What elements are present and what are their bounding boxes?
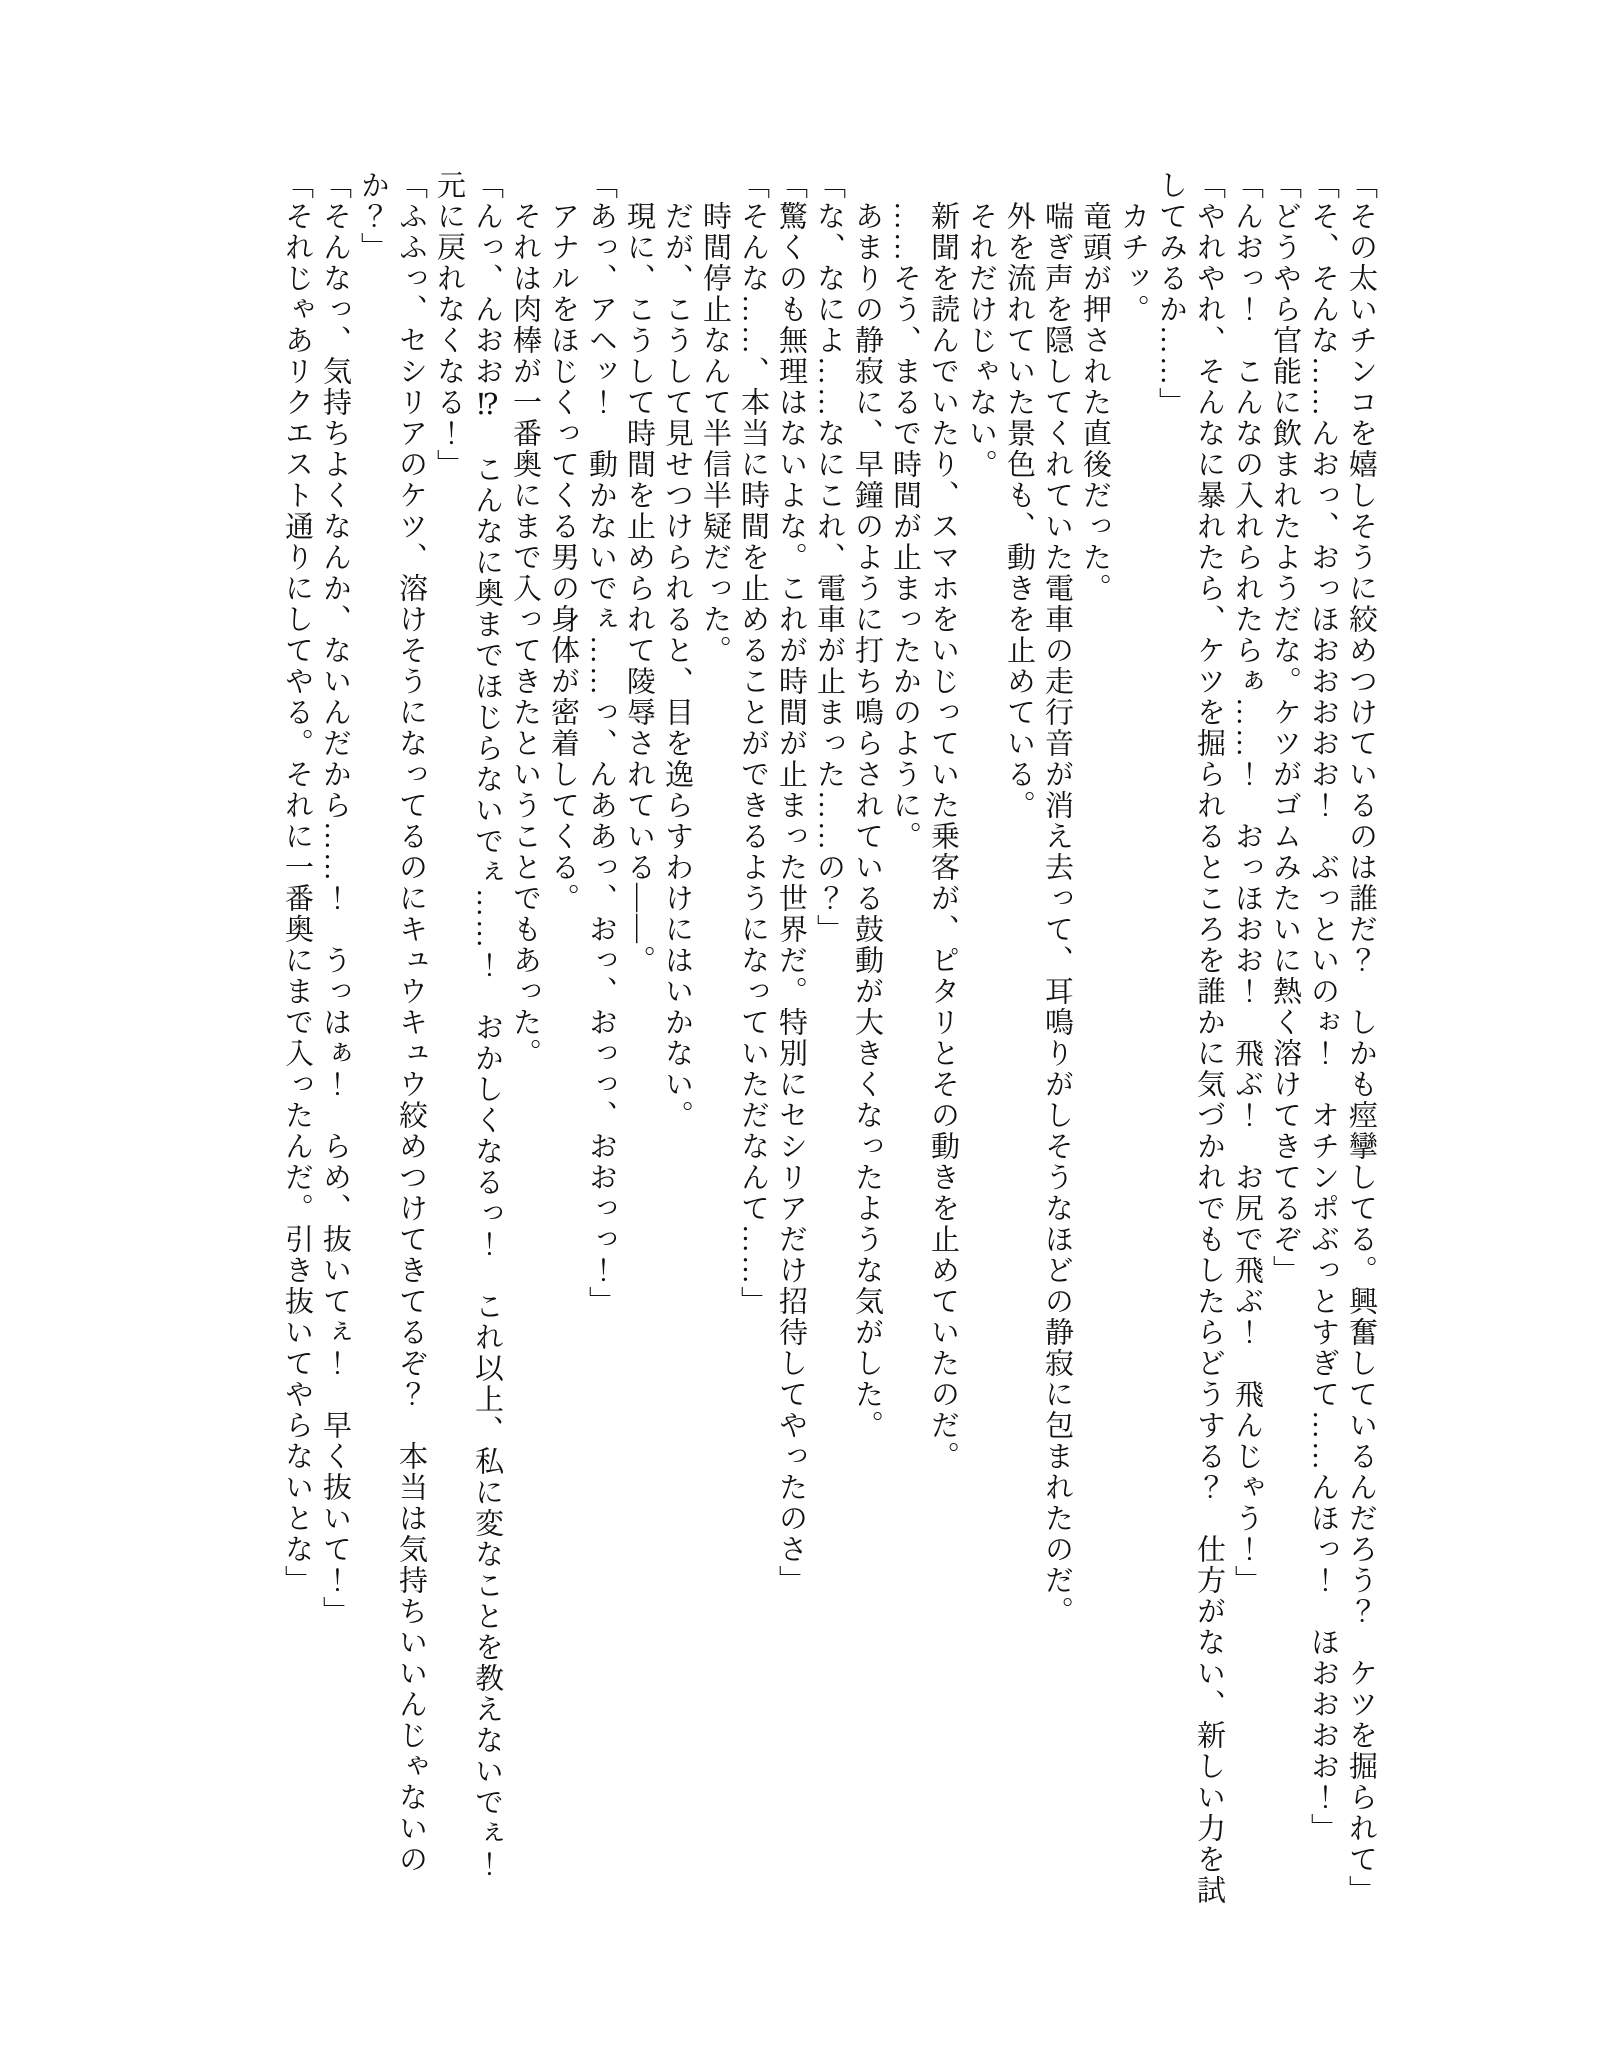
text-line: 「そんな……、本当に時間を止めることができるようになっていただなんて……」 (737, 170, 769, 1317)
text-line: 「やれやれ、そんなに暴れたら、ケツを掘られるところを誰かに気づかれでもしたらどうする？ 仕方がない、新しい力を試してみるか……」 (1155, 170, 1225, 1906)
text-line: 「あっ、アヘッ！ 動かないでぇ……っ、んああっ、おっ、おっっ、おおっっ！」 (585, 170, 617, 1317)
text-line: 喘ぎ声を隠してくれていた電車の走行音が消え去って、耳鳴りがしそうなほどの静寂に包まれたのだ。 (1041, 170, 1073, 1627)
text-line: 「んおっ！ こんなの入れられたらぁ……！ おっほおお！ 飛ぶ！ お尻で飛ぶ！ 飛んじゃう！」 (1231, 170, 1263, 1596)
text-line: だが、こうして見せつけられると、目を逸らすわけにはいかない。 (661, 170, 693, 1131)
text-line: 現に、こうして時間を止められて陵辱されている――。 (623, 170, 655, 976)
text-line: 「そんなっ、気持ちよくなんか、ないんだから……！ うっはぁ！ らめ、抜いてぇ！ 早く抜いて！」 (319, 170, 351, 1627)
text-line: アナルをほじくってくる男の身体が密着してくる。 (547, 170, 579, 914)
text-line: 「その太いチンコを嬉しそうに絞めつけているのは誰だ？ しかも痙攣してる。興奮しているんだろう？ ケツを掘られて」 (1345, 170, 1377, 1906)
text-line: 「どうやら官能に飲まれたようだな。ケツがゴムみたいに熱く溶けてきてるぞ」 (1269, 170, 1301, 1286)
text-line: 「それじゃあリクエスト通りにしてやる。それに一番奥にまで入ったんだ。引き抜いてやらないとな」 (281, 170, 313, 1596)
text-line: 「ふふっ、セシリアのケツ、溶けそうになってるのにキュウキュウ絞めつけてきてるぞ？ 本当は気持ちいいんじゃないのか？」 (357, 170, 427, 1875)
text-line: 「な、なによ……なにこれ、電車が止まった……の？」 (813, 170, 845, 945)
text-line: それだけじゃない。 (965, 170, 997, 480)
text-line: あまりの静寂に、早鐘のように打ち鳴らされている鼓動が大きくなったような気がした。 (851, 170, 883, 1441)
text-line: 「驚くのも無理はないよな。これが時間が止まった世界だ。特別にセシリアだけ招待してやったのさ」 (775, 170, 807, 1596)
text-line: カチッ。 (1117, 170, 1149, 325)
text-line: 竜頭が押された直後だった。 (1079, 170, 1111, 604)
text-line: それは肉棒が一番奥にまで入ってきたということでもあった。 (509, 170, 541, 1069)
text-line: 「んっ、んおお⁉ こんなに奥までほじらないでぇ……！ おかしくなるっ！ これ以上、私に変なことを教えないでぇ！元に戻れなくなる！」 (433, 170, 503, 1880)
text-line: 外を流れていた景色も、動きを止めている。 (1003, 170, 1035, 821)
page-text (278, 170, 1380, 1910)
text-line: 時間停止なんて半信半疑だった。 (699, 170, 731, 666)
text-line: 「そ、そんな……んおっ、おっほおおおおお！ ぶっといのぉ！ オチンポぶっとすぎて……んほっ！ ほおおおお！」 (1307, 170, 1339, 1844)
text-line: 新聞を読んでいたり、スマホをいじっていた乗客が、ピタリとその動きを止めていたのだ。 (927, 170, 959, 1472)
text-line: ……そう、まるで時間が止まったかのように。 (889, 170, 921, 852)
